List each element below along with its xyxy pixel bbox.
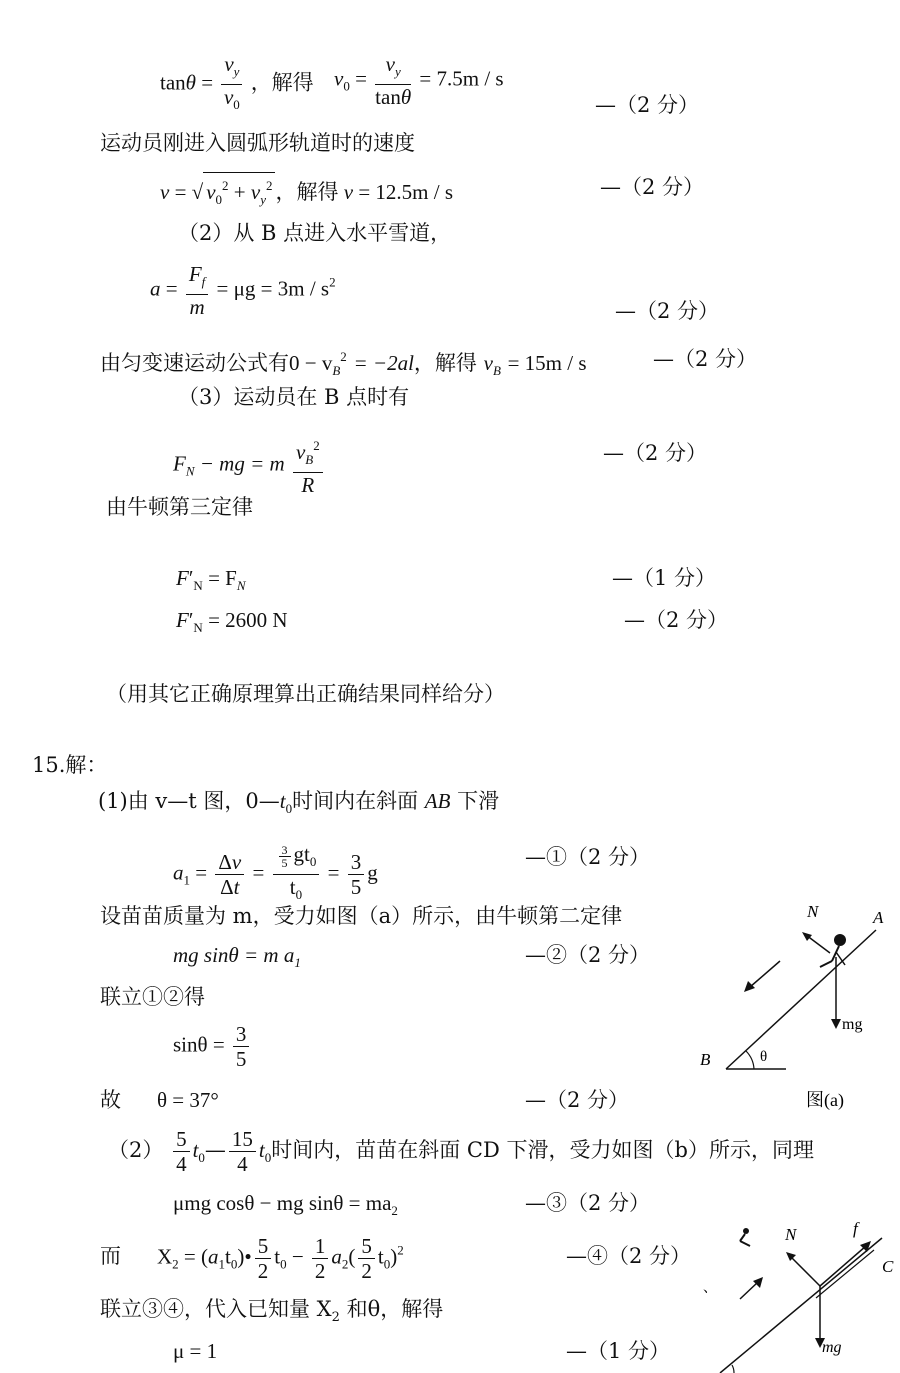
motion-arrow	[750, 961, 780, 987]
eq-v: v = √ $v_0^2 + v_y^2$ ，解得 v = 12.5m / s	[160, 172, 453, 213]
score-a: —（2 分）	[595, 93, 700, 117]
score-e: —（2 分）	[603, 441, 708, 465]
theta-arc-b	[732, 1365, 734, 1373]
v0-result: = 7.5m / s	[419, 66, 504, 91]
label-c: C	[882, 1257, 894, 1276]
hence: 故	[100, 1088, 121, 1112]
score-f: —（1 分）	[612, 566, 717, 590]
combine-34: 联立③④，代入已知量 $X_2$ 和θ，解得	[100, 1297, 444, 1325]
arrow-mg-head	[831, 1019, 841, 1029]
eq-fn: $F_N$ − mg = m $\frac{v_B^2}{R}$	[173, 434, 326, 497]
eq-v0: $v_0$ = $\frac{v_y}{\tan\theta}$ = 7.5m / s	[334, 52, 504, 109]
label-n-b: N	[785, 1225, 797, 1244]
label-b: B	[700, 1050, 711, 1069]
skier-leg	[820, 961, 832, 967]
eq-sin: sinθ = $\frac{3}{5}$	[173, 1022, 252, 1071]
label-mg-b: mg	[822, 1339, 842, 1356]
skier-head	[834, 934, 846, 946]
score-4: —③（2 分）	[525, 1191, 651, 1215]
caption-a: 图(a)	[806, 1090, 844, 1110]
score-c: —（2 分）	[615, 299, 720, 323]
eq-fn-prime: $F'_N = F_N$	[176, 566, 246, 593]
theta-arc	[746, 1051, 754, 1069]
score-d: —（2 分）	[653, 347, 758, 371]
label-a: A	[873, 908, 884, 927]
arrow-n-b	[790, 1256, 820, 1286]
r2-mid: ，解得	[275, 180, 339, 204]
eq-theta: θ = 37°	[157, 1088, 219, 1112]
p2-line: （2） $\frac{5}{4}$ $t_0—$ $\frac{15}{4}$ $t_0$时间内，苗苗在斜面 CD 下滑，受力如图（b）所示，同理	[108, 1127, 814, 1176]
tick-mark: 、	[703, 1281, 717, 1296]
arrow-n-head	[802, 932, 812, 941]
score-g: —（2 分）	[624, 608, 729, 632]
eq-a: a = $\frac{F_f}{m}$ = $\mu g = 3m / s^2$	[150, 262, 336, 319]
a-result: = μg = 3m / s	[216, 276, 330, 301]
skier-icon	[740, 1228, 750, 1246]
arrow-f	[820, 1246, 866, 1286]
score-2: —②（2 分）	[525, 943, 651, 967]
score-3: —（2 分）	[525, 1088, 630, 1112]
eq-2: mg sinθ = m $a_1$	[173, 943, 301, 970]
incline-cd-inner	[816, 1250, 874, 1298]
score-6: —（1 分）	[566, 1339, 671, 1363]
eq-fn-value: $F'_N = 2600$ N	[176, 608, 288, 635]
figure-a	[690, 895, 900, 1120]
incline-ab	[726, 930, 876, 1069]
eq-mu: μ = 1	[173, 1339, 218, 1363]
p1-line: (1)由 v—t 图，$0—t_0$时间内在斜面 AB 下滑	[98, 789, 500, 816]
note: （用其它正确原理算出正确结果同样给分）	[106, 682, 505, 706]
score-b: —（2 分）	[600, 175, 705, 199]
motion-arrow-b	[740, 1282, 758, 1299]
r1-mid: ，解得	[250, 70, 314, 95]
score-1: —①（2 分）	[525, 845, 651, 869]
part2-intro: （2）从 B 点进入水平雪道，	[178, 221, 452, 245]
eq-3: μmg cosθ − mg $\sin\theta = ma_2$	[173, 1191, 398, 1218]
label-theta: θ	[760, 1049, 768, 1065]
label-mg: mg	[842, 1016, 863, 1033]
label-f: f	[853, 1219, 858, 1238]
score-5: —④（2 分）	[566, 1244, 692, 1268]
incline-cd	[720, 1238, 882, 1373]
heading-15: 15.解：	[32, 753, 108, 777]
combine-12: 联立①②得	[100, 985, 205, 1009]
eq-a1: $a_1$ = $\frac{\Delta v}{\Delta t}$ = $\frac{3}{5}$ $gt_0$ $t_0$ = $\frac{3}{5}$ g	[173, 842, 378, 902]
eq-4: $X_2$ = $(a_1t_0)•$ $\frac{5}{2}$ $t_0$ − $\frac{1}{2}$ $a_2$( $\frac{5}{2}$ $t_0)^2$	[157, 1234, 404, 1283]
figure-b	[690, 1210, 900, 1373]
v-result: = 12.5m / s	[358, 180, 453, 204]
eq-tan-theta: tanθ = $\frac{v_y}{v_0}$ ，解得	[160, 52, 314, 112]
motion-arrow-head	[744, 981, 755, 992]
line-vb: 由匀变速运动公式有$0 - v_B^2 = -2al$，解得 $v_B = 15m / s$	[100, 349, 587, 378]
setup-line: 设苗苗质量为 m，受力如图（a）所示，由牛顿第二定律	[100, 904, 623, 928]
speed-label: 运动员刚进入圆弧形轨道时的速度	[100, 131, 415, 155]
motion-arrow-b-head	[753, 1277, 763, 1288]
label-n: N	[807, 902, 819, 921]
part3-intro: （3）运动员在 B 点时有	[178, 385, 410, 409]
er: 而	[100, 1244, 121, 1268]
newton3: 由牛顿第三定律	[106, 495, 253, 519]
